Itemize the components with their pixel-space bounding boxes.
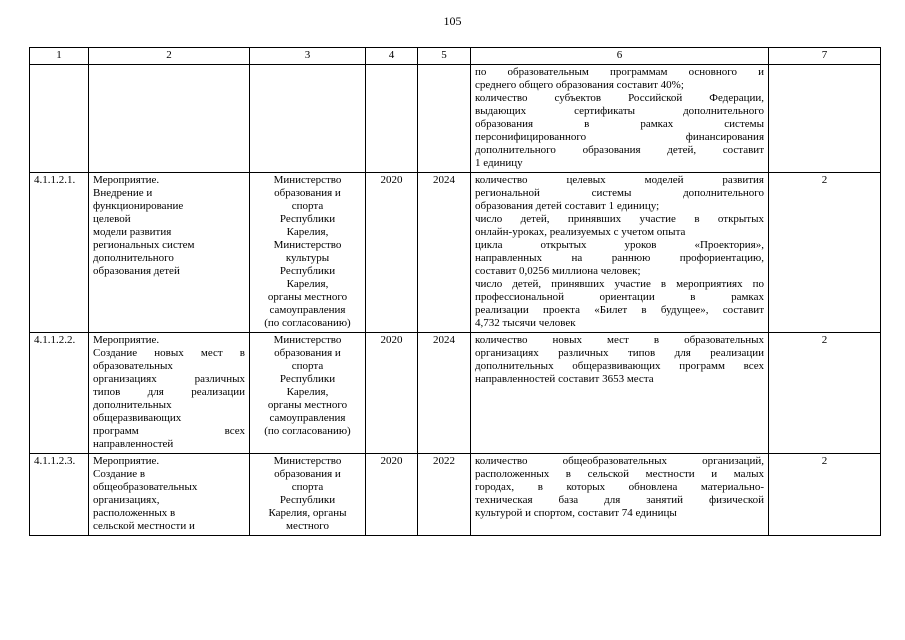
indicator-line: организациях различных типов для реализации [475,347,764,359]
indicator-line: образования детей составит 1 единицу; [475,200,660,212]
indicator-line: 4,732 тысячи человек [475,317,576,329]
page-number: 105 [443,14,462,28]
column-number: 2 [89,48,250,65]
measure-title-line: Мероприятие. [93,455,160,467]
column-number: 7 [769,48,881,65]
end-year: 2024 [418,173,471,333]
start-year: 2020 [366,173,418,333]
responsible-org-line: Карелия, [286,278,329,290]
criterion-number: 2 [769,454,881,536]
criterion-number: 2 [769,173,881,333]
indicator-line: количество целевых моделей развития [475,174,764,186]
responsible-org-line: Республики [279,494,336,506]
responsible-org-line: культуры [285,252,330,264]
indicator-line: культурой и спортом, составит 74 единицы [475,507,677,519]
measure-title-line: целевой [93,213,131,225]
measure-number: 4.1.1.2.3. [30,454,89,536]
measure-title-line: образовательных [93,360,173,372]
indicator-line: выдающих сертификаты дополнительного [475,105,764,117]
indicator-line: дополнительных общеразвивающих программ всех [475,360,764,372]
column-number: 3 [250,48,366,65]
measure-title-cell [89,65,250,173]
responsible-org-line: самоуправления [269,412,346,424]
indicator-line: количество субъектов Российской Федерации, [475,92,764,104]
responsible-org-cell [250,173,366,333]
measure-title-line: региональных систем [93,239,195,251]
responsible-org-cell [250,333,366,454]
responsible-org-cell [250,65,366,173]
measure-title-line: Внедрение и [93,187,153,199]
responsible-org-line: (по согласованию) [264,317,351,329]
indicator-line: городах, в которых обновлена материально- [475,481,764,493]
indicator-line: 1 единицу [475,157,523,169]
measure-title-line: расположенных в [93,507,176,519]
indicator-line: количество новых мест в образовательных [475,334,764,346]
measure-number: 4.1.1.2.1. [30,173,89,333]
measure-title-line: направленностей [93,438,174,450]
indicator-line: цикла открытых уроков «Проектория», [475,239,764,251]
measure-title-line: функционирование [93,200,184,212]
measure-title-line: организациях, [93,494,160,506]
indicator-line: онлайн-уроках, реализуемых с учетом опыта [475,226,686,238]
column-number-row [30,48,881,65]
start-year: 2020 [366,454,418,536]
responsible-org-line: Министерство [273,334,342,346]
indicator-line: направленных на раннюю профориентацию, [475,252,764,264]
responsible-org-line: Республики [279,265,336,277]
measure-title-line: типов для реализации [93,386,245,398]
measure-title-line: дополнительного [93,252,174,264]
responsible-org-line: образования и [274,468,341,480]
measure-title-cell [89,333,250,454]
continuation-row [30,65,881,173]
indicators-cell [471,65,769,173]
responsible-org-line: спорта [291,360,324,372]
indicator-line: число детей, принявших участие в мероприятиях по [475,278,764,290]
measure-title-line: общеразвивающих [93,412,182,424]
responsible-org-line: спорта [291,481,324,493]
responsible-org-line: Карелия, органы [268,507,347,519]
indicator-line: техническая база для занятий физической [475,494,764,506]
indicator-line: по образовательным программам основного и [475,66,764,78]
responsible-org-line: самоуправления [269,304,346,316]
responsible-org-line: образования и [274,347,341,359]
indicator-line: количество общеобразовательных организаций, [475,455,764,467]
criterion-cell [769,65,881,173]
indicator-line: направленностей составит 3653 места [475,373,654,385]
criterion-number: 2 [769,333,881,454]
column-number: 4 [366,48,418,65]
measure-title-cell [89,173,250,333]
indicator-line: среднего общего образования составит 40%; [475,79,684,91]
measure-row [30,333,881,454]
responsible-org-line: Министерство [273,455,342,467]
measure-number: 4.1.1.2.2. [30,333,89,454]
responsible-org-line: органы местного [267,291,348,303]
indicator-line: реализации проекта «Билет в будущее», составит [475,304,764,316]
measure-title-line: Мероприятие. [93,174,160,186]
measure-number-cell [30,65,89,173]
indicator-line: образования в рамках системы [475,118,764,130]
measure-title-line: общеобразовательных [93,481,198,493]
end-year: 2024 [418,333,471,454]
measure-row [30,454,881,536]
measure-row [30,173,881,333]
responsible-org-line: спорта [291,200,324,212]
indicators-cell [471,173,769,333]
measure-title-line: программ всех [93,425,245,437]
indicators-cell [471,333,769,454]
end-year-cell [418,65,471,173]
measure-title-line: сельской местности и [93,520,195,532]
measure-title-line: модели развития [93,226,172,238]
indicator-line: персонифицированного финансирования [475,131,764,143]
measure-title-line: организациях различных [93,373,245,385]
measure-title-line: дополнительных [93,399,172,411]
responsible-org-line: Карелия, [286,226,329,238]
column-number: 1 [30,48,89,65]
start-year-cell [366,65,418,173]
responsible-org-line: (по согласованию) [264,425,351,437]
responsible-org-line: Республики [279,213,336,225]
responsible-org-line: Карелия, [286,386,329,398]
responsible-org-cell [250,454,366,536]
responsible-org-line: Министерство [273,239,342,251]
indicator-line: дополнительного образования детей, составит [475,144,764,156]
indicators-cell [471,454,769,536]
responsible-org-line: органы местного [267,399,348,411]
responsible-org-line: местного [286,520,329,532]
indicator-line: расположенных в сельской местности и малых [475,468,764,480]
indicator-line: составит 0,0256 миллиона человек; [475,265,641,277]
column-number: 6 [471,48,769,65]
column-number: 5 [418,48,471,65]
start-year: 2020 [366,333,418,454]
measure-title-line: образования детей [93,265,180,277]
responsible-org-line: Республики [279,373,336,385]
indicator-line: число детей, принявших участие в открытых [475,213,764,225]
responsible-org-line: Министерство [273,174,342,186]
measure-title-line: Создание в [93,468,146,480]
end-year: 2022 [418,454,471,536]
measure-title-line: Создание новых мест в [93,347,245,359]
measure-title-cell [89,454,250,536]
indicator-line: региональной системы дополнительного [475,187,764,199]
measures-table [29,47,881,536]
indicator-line: профессиональной ориентации в рамках [475,291,764,303]
measure-title-line: Мероприятие. [93,334,160,346]
responsible-org-line: образования и [274,187,341,199]
